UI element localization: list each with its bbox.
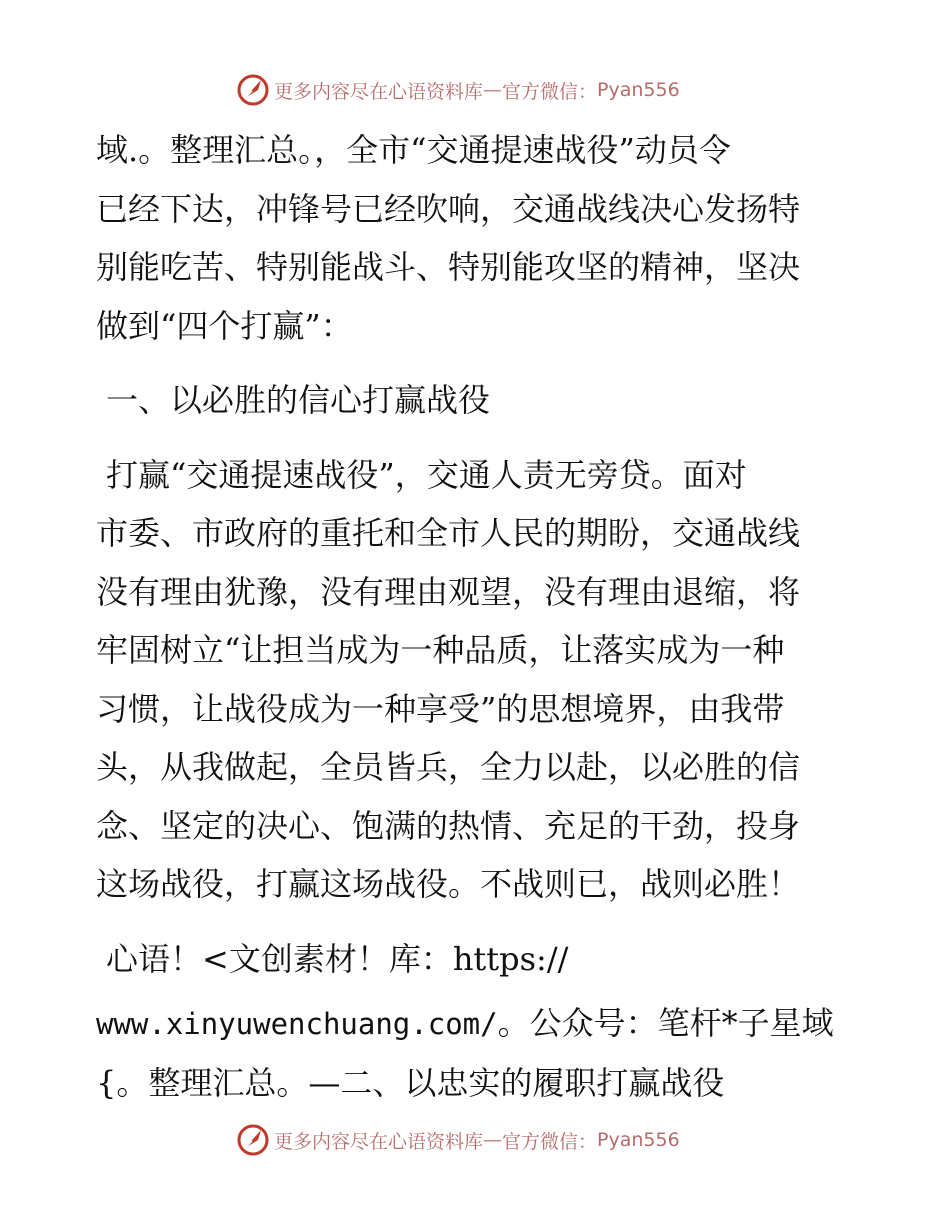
paragraph-line-rest: 。公众号：笔杆*子星域 — [497, 1004, 834, 1042]
paragraph-line: 念、坚定的决心、饱满的热情、充足的干劲，投身 — [96, 806, 801, 845]
website-link[interactable]: www.xinyuwenchuang.com/ — [96, 1007, 498, 1041]
paragraph-line: 头，从我做起，全员皆兵，全力以赴，以必胜的信 — [96, 748, 801, 786]
paragraph-line: 打赢“交通提速战役”，交通人责无旁贷。面对 — [106, 455, 747, 494]
header-banner — [236, 72, 680, 108]
paragraph-line: 市委、市政府的重托和全市人民的期盼，交通战线 — [96, 514, 801, 552]
banner-wechat-label: 官方微信： — [502, 80, 598, 103]
paragraph-line: 这场战役，打赢这场战役。不战则已，战则必胜！ — [96, 865, 801, 903]
paragraph-line: 别能吃苦、特别能战斗、特别能攻坚的精神，坚决 — [96, 248, 801, 286]
paragraph-line: {。整理汇总。—二、以忠实的履职打赢战役 — [96, 1063, 725, 1102]
paragraph-line: 牢固树立“让担当成为一种品质，让落实成为一种 — [96, 631, 785, 669]
section-heading-1: 一、以必胜的信心打赢战役 — [106, 381, 491, 419]
paragraph-line: 做到“四个打赢”： — [96, 306, 353, 345]
paragraph-line: 没有理由犹豫，没有理由观望，没有理由退缩，将 — [96, 572, 801, 611]
banner-dash: — — [483, 1129, 503, 1151]
banner-wechat-label: 官方微信： — [502, 1130, 598, 1153]
paragraph-line: 心语！<文创素材！库：https:// — [106, 939, 569, 978]
paragraph-line: 已经下达，冲锋号已经吹响，交通战线决心发扬特 — [96, 189, 801, 228]
banner-dash: — — [483, 79, 503, 101]
footer-banner — [236, 1122, 680, 1158]
paragraph-line-url — [96, 994, 856, 1054]
paragraph-line: 域.。整理汇总。，全市“交通提速战役”动员令 — [96, 131, 731, 169]
quill-logo-icon — [236, 73, 270, 107]
banner-wechat-id: Pyan556 — [597, 79, 680, 101]
banner-wechat-id: Pyan556 — [597, 1129, 680, 1151]
document-body — [96, 121, 856, 1112]
banner-text: 更多内容尽在心语资料库 — [274, 1130, 484, 1153]
quill-logo-icon — [236, 1123, 270, 1157]
banner-text: 更多内容尽在心语资料库 — [274, 80, 484, 103]
paragraph-line: 习惯，让战役成为一种享受”的思想境界，由我带 — [96, 689, 785, 728]
